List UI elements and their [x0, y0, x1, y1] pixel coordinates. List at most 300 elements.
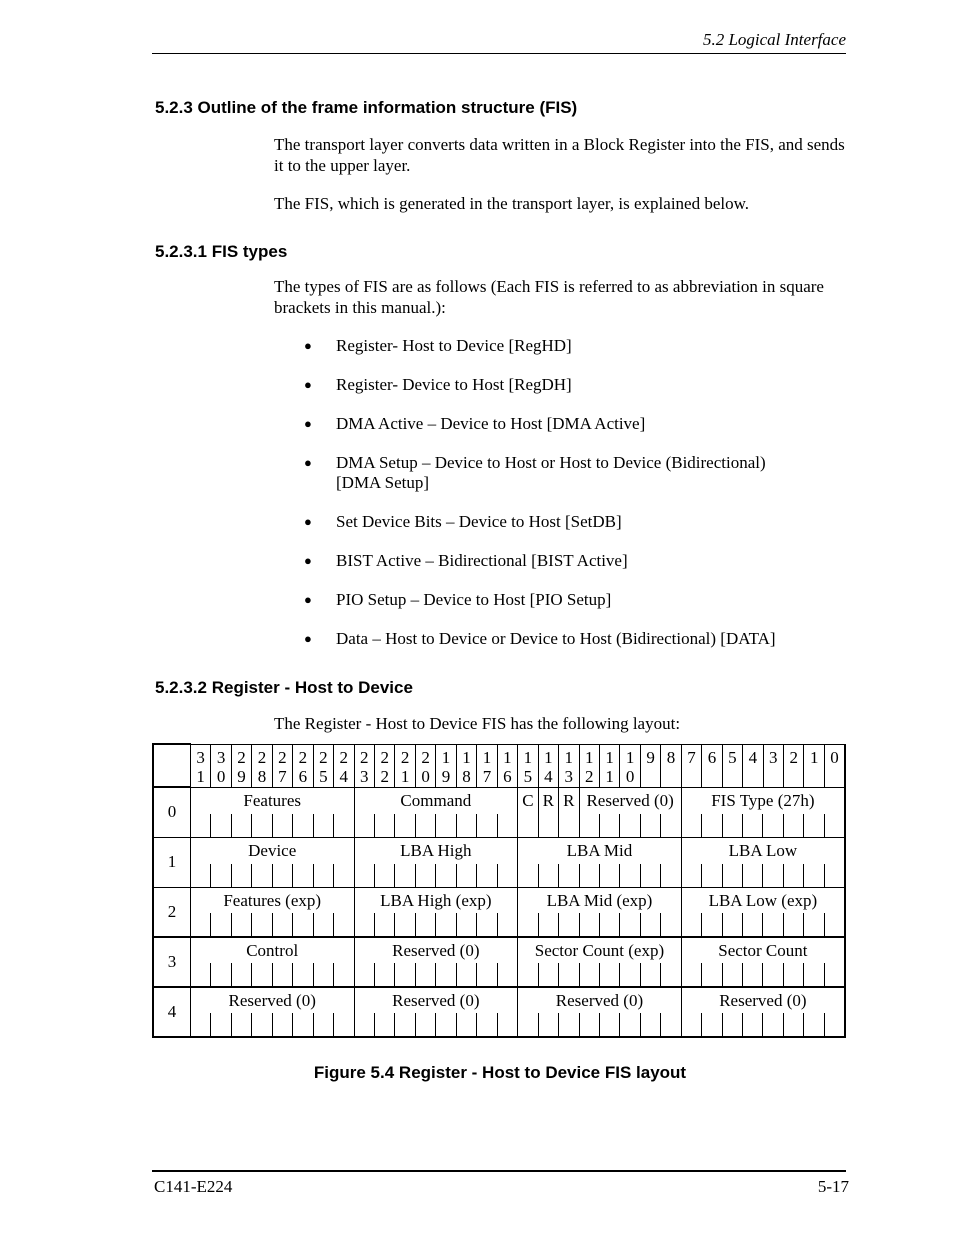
- bit-tick: [640, 913, 660, 936]
- field-cell: [681, 887, 845, 937]
- bit-number-cell: [231, 744, 251, 787]
- bit-number-cell: [293, 744, 313, 787]
- bit-digit: 3: [359, 766, 369, 786]
- bit-tick: [701, 963, 721, 986]
- bit-tick: [210, 814, 230, 837]
- bit-digit: 2: [257, 747, 267, 767]
- bit-digit: 5: [728, 747, 737, 767]
- bit-tick: [538, 1013, 558, 1036]
- bit-tick: [701, 913, 721, 936]
- field-label: LBA High: [400, 840, 472, 860]
- bit-tick: [333, 913, 353, 936]
- list-item: [304, 629, 844, 649]
- bit-digit: 7: [687, 747, 696, 767]
- bit-digit: 7: [278, 766, 287, 786]
- bit-tick: [619, 963, 639, 986]
- bit-number-cell: [334, 744, 354, 787]
- bit-tick: [599, 864, 619, 887]
- bit-tick-marks: [518, 864, 681, 887]
- bit-tick: [660, 814, 680, 837]
- field-label: LBA Mid (exp): [546, 890, 653, 910]
- bit-digit: 3: [216, 747, 226, 767]
- table-corner-cell: [153, 744, 190, 787]
- bit-digit: 9: [237, 766, 246, 786]
- bit-tick: [660, 963, 680, 986]
- bit-tick: [476, 913, 496, 936]
- bit-tick-marks: [682, 913, 844, 936]
- bit-digit: 9: [646, 747, 655, 767]
- bit-tick: [742, 814, 762, 837]
- bit-number-cell: [763, 744, 783, 787]
- section-paragraph-2: The FIS, which is generated in the transport layer, is explained below.: [274, 194, 750, 213]
- bit-tick-marks: [355, 1013, 518, 1036]
- bit-number-cell: [272, 744, 292, 787]
- field-label: Features: [243, 790, 301, 810]
- bit-digit: 0: [421, 766, 430, 786]
- bit-tick: [558, 913, 578, 936]
- field-label: Reserved (0): [392, 991, 480, 1010]
- bit-digit: 2: [584, 766, 594, 786]
- bit-tick: [272, 1013, 292, 1036]
- bit-tick: [538, 963, 558, 986]
- bit-digit: 1: [809, 747, 819, 767]
- bit-digit: 2: [789, 747, 798, 767]
- bit-tick: [682, 1013, 701, 1036]
- field-cell: [518, 887, 682, 937]
- bit-tick: [579, 1013, 599, 1036]
- field-label: Sector Count (exp): [534, 941, 665, 960]
- dword-index-cell: 4: [153, 987, 190, 1037]
- bit-digit: 2: [400, 747, 410, 767]
- bit-tick: [292, 864, 312, 887]
- bit-digit: 1: [503, 747, 512, 767]
- bit-tick: [497, 963, 517, 986]
- bit-tick: [497, 814, 517, 837]
- bit-tick: [456, 1013, 476, 1036]
- bit-tick: [640, 814, 660, 837]
- field-label: Reserved (0): [719, 991, 807, 1010]
- bit-digit: 1: [625, 747, 635, 767]
- bit-tick: [191, 864, 210, 887]
- footer-doc-id: C141-E224: [154, 1177, 233, 1196]
- bit-number-cell: [354, 744, 374, 787]
- list-item: [304, 414, 844, 434]
- dword-index-cell: 1: [153, 837, 190, 887]
- bit-digit: 3: [769, 747, 778, 767]
- bit-tick: [660, 913, 680, 936]
- bit-digit: 2: [278, 747, 287, 767]
- bit-tick: [619, 913, 639, 936]
- bit-tick: [476, 963, 496, 986]
- field-cell: [538, 787, 558, 837]
- bit-number-cell: [824, 744, 845, 787]
- bit-tick: [742, 1013, 762, 1036]
- field-label: LBA Low: [728, 840, 798, 860]
- bit-tick: [210, 913, 230, 936]
- bit-tick: [701, 814, 721, 837]
- bit-tick: [640, 963, 660, 986]
- bit-tick-marks: [355, 963, 518, 986]
- bit-tick: [682, 864, 701, 887]
- bit-tick: [742, 963, 762, 986]
- bit-tick: [435, 913, 455, 936]
- field-cell: [518, 937, 682, 987]
- bit-tick: [580, 814, 599, 837]
- bullet-icon: ●: [304, 338, 312, 353]
- footer-rule: [152, 1170, 846, 1172]
- field-label: FIS Type (27h): [711, 790, 815, 810]
- field-cell: [579, 787, 681, 837]
- field-cell: [190, 787, 354, 837]
- field-label: Reserved (0): [228, 991, 316, 1010]
- bit-tick-marks: [682, 814, 844, 837]
- bit-tick: [374, 1013, 394, 1036]
- bit-tick: [292, 913, 312, 936]
- bit-tick: [682, 814, 701, 837]
- bit-digit: 4: [544, 766, 553, 786]
- bit-tick: [191, 913, 210, 936]
- bit-digit: 1: [441, 747, 451, 767]
- bit-number-cell: [559, 744, 579, 787]
- bit-tick: [251, 864, 271, 887]
- bit-digit: 1: [605, 747, 614, 767]
- field-cell: [190, 837, 354, 887]
- bit-digit: 7: [482, 766, 492, 786]
- list-item: [304, 590, 844, 610]
- bit-digit: 4: [339, 766, 349, 786]
- field-cell: [518, 987, 682, 1037]
- bit-tick: [313, 913, 333, 936]
- bit-digit: 9: [441, 766, 451, 786]
- bit-tick: [210, 963, 230, 986]
- bit-tick: [394, 864, 414, 887]
- bit-digit: 1: [564, 747, 574, 767]
- bit-digit: 6: [707, 747, 717, 767]
- field-label: R: [542, 790, 554, 810]
- bit-tick: [518, 963, 537, 986]
- field-label: LBA High (exp): [380, 890, 492, 910]
- bit-tick-marks: [518, 963, 681, 986]
- bit-tick: [762, 963, 782, 986]
- field-cell: [354, 837, 518, 887]
- bullet-icon: ●: [304, 514, 312, 529]
- bit-tick-marks: [682, 864, 844, 887]
- bit-tick: [435, 1013, 455, 1036]
- list-item: [304, 336, 844, 356]
- bit-tick: [558, 1013, 578, 1036]
- bit-tick: [619, 864, 639, 887]
- bit-tick: [231, 963, 251, 986]
- bit-tick: [476, 864, 496, 887]
- bit-tick: [374, 913, 394, 936]
- bit-tick: [191, 814, 210, 837]
- bit-tick: [762, 814, 782, 837]
- field-cell: [354, 987, 518, 1037]
- field-label: LBA Low (exp): [708, 890, 818, 910]
- bit-tick: [272, 963, 292, 986]
- bit-tick-marks: [191, 963, 354, 986]
- field-cell: [681, 787, 845, 837]
- bit-tick: [497, 913, 517, 936]
- bit-tick: [292, 814, 312, 837]
- field-cell: [354, 937, 518, 987]
- bit-tick-marks: [518, 913, 681, 936]
- bullet-icon: ●: [304, 416, 312, 431]
- bit-tick: [251, 913, 271, 936]
- field-cell: [559, 787, 579, 837]
- bit-tick: [538, 913, 558, 936]
- bit-tick: [803, 1013, 823, 1036]
- bit-tick: [803, 814, 823, 837]
- list-item-text: Set Device Bits – Device to Host [SetDB]: [336, 512, 622, 531]
- bit-digit: 2: [339, 747, 349, 767]
- bit-tick: [599, 963, 619, 986]
- bit-number-cell: [640, 744, 660, 787]
- bit-digit: 5: [319, 766, 328, 786]
- bit-tick: [518, 864, 537, 887]
- list-item: [304, 551, 844, 571]
- field-label: Sector Count: [718, 941, 808, 960]
- bit-tick: [374, 814, 394, 837]
- bit-tick: [497, 1013, 517, 1036]
- fis-layout-table: [152, 743, 846, 1038]
- bit-number-cell: [599, 744, 619, 787]
- bit-number-cell: [661, 744, 681, 787]
- bit-tick-marks: [191, 814, 354, 837]
- bit-tick: [435, 814, 455, 837]
- field-cell: [354, 787, 518, 837]
- bit-tick-marks: [191, 864, 354, 887]
- bit-tick: [394, 814, 414, 837]
- bit-number-cell: [518, 744, 538, 787]
- field-label: Reserved (0): [555, 991, 644, 1010]
- bit-number-cell: [477, 744, 497, 787]
- bit-tick: [518, 913, 537, 936]
- header-rule: [152, 53, 846, 54]
- bit-tick: [783, 963, 803, 986]
- bit-digit: 1: [462, 747, 471, 767]
- bit-tick: [640, 864, 660, 887]
- dword-index-cell: 2: [153, 887, 190, 937]
- list-item-text: PIO Setup – Device to Host [PIO Setup]: [336, 590, 612, 609]
- field-cell: [190, 937, 354, 987]
- bit-tick: [333, 963, 353, 986]
- bit-digit: 8: [462, 766, 471, 786]
- bit-digit: 5: [523, 766, 533, 786]
- bit-tick: [783, 814, 803, 837]
- bit-digit: 8: [666, 747, 676, 767]
- bit-tick: [619, 1013, 639, 1036]
- bit-tick: [355, 963, 374, 986]
- bit-tick-marks: [518, 1013, 681, 1036]
- bit-tick: [558, 963, 578, 986]
- bit-number-cell: [702, 744, 722, 787]
- bit-tick-marks: [355, 913, 518, 936]
- list-item-text: BIST Active – Bidirectional [BIST Active]: [336, 551, 628, 570]
- field-label: Command: [400, 790, 472, 810]
- bit-tick: [558, 864, 578, 887]
- bit-tick: [762, 913, 782, 936]
- bit-tick: [415, 1013, 435, 1036]
- bit-tick: [333, 864, 353, 887]
- bit-tick: [579, 963, 599, 986]
- bit-tick: [682, 913, 701, 936]
- bit-digit: 2: [421, 747, 430, 767]
- bit-tick: [415, 864, 435, 887]
- bit-tick: [824, 864, 844, 887]
- bit-number-cell: [681, 744, 701, 787]
- bit-digit: 1: [196, 766, 205, 786]
- bit-digit: 2: [298, 747, 308, 767]
- bit-tick: [394, 1013, 414, 1036]
- bit-number-cell: [395, 744, 415, 787]
- field-label: C: [522, 790, 534, 810]
- field-cell: [681, 837, 845, 887]
- bit-tick: [292, 1013, 312, 1036]
- bit-digit: 1: [584, 747, 594, 767]
- bit-digit: 3: [564, 766, 574, 786]
- bit-digit: 2: [319, 747, 328, 767]
- field-cell: [681, 987, 845, 1037]
- bit-number-cell: [722, 744, 742, 787]
- bit-tick: [640, 1013, 660, 1036]
- bit-digit: 1: [605, 766, 614, 786]
- bit-digit: 8: [257, 766, 267, 786]
- bit-tick: [701, 864, 721, 887]
- list-item: [304, 512, 844, 532]
- bullet-icon: ●: [304, 592, 312, 607]
- bit-tick-marks: [191, 1013, 354, 1036]
- bit-tick-marks: [191, 913, 354, 936]
- field-cell: [681, 937, 845, 987]
- bit-tick-marks: [682, 1013, 844, 1036]
- bit-tick: [599, 1013, 619, 1036]
- bit-tick: [313, 963, 333, 986]
- running-header: 5.2 Logical Interface: [702, 30, 846, 49]
- bit-tick: [251, 1013, 271, 1036]
- list-item-text: DMA Active – Device to Host [DMA Active]: [336, 414, 646, 433]
- bullet-icon: ●: [304, 631, 312, 646]
- bit-tick-marks: [682, 963, 844, 986]
- bit-tick: [701, 1013, 721, 1036]
- bit-digit: 2: [359, 747, 369, 767]
- dword-index-cell: 3: [153, 937, 190, 987]
- bit-tick: [435, 864, 455, 887]
- bit-number-cell: [620, 744, 640, 787]
- bit-tick: [476, 814, 496, 837]
- bit-digit: 0: [625, 766, 635, 786]
- bit-tick: [231, 864, 251, 887]
- bit-tick: [722, 913, 742, 936]
- bit-tick: [313, 814, 333, 837]
- section-heading: 5.2.3 Outline of the frame information structure (FIS): [155, 98, 578, 117]
- bit-tick: [803, 963, 823, 986]
- bit-tick: [762, 864, 782, 887]
- field-cell: [190, 887, 354, 937]
- bit-tick: [783, 1013, 803, 1036]
- list-item-text: DMA Setup – Device to Host or Host to Device (Bidirectional) [DMA Setup]: [336, 453, 766, 492]
- field-label: Features (exp): [223, 890, 322, 910]
- bullet-icon: ●: [304, 455, 312, 470]
- bit-tick: [538, 864, 558, 887]
- field-cell: [354, 887, 518, 937]
- bit-tick: [456, 814, 476, 837]
- bit-tick: [518, 1013, 537, 1036]
- bit-tick: [660, 1013, 680, 1036]
- bit-tick: [599, 913, 619, 936]
- list-item-text: Data – Host to Device or Device to Host (Bidirectional) [DATA]: [336, 629, 776, 648]
- bit-digit: 1: [482, 747, 492, 767]
- bit-number-cell: [456, 744, 476, 787]
- bit-number-cell: [804, 744, 824, 787]
- bit-tick: [374, 963, 394, 986]
- fis-types-intro: The types of FIS are as follows (Each FIS is referred to as abbreviation in square brackets in this manual.):: [274, 277, 824, 317]
- subsection-heading-register-h2d: 5.2.3.2 Register - Host to Device: [155, 678, 413, 697]
- list-item-text: Register- Device to Host [RegDH]: [336, 375, 572, 394]
- bit-tick: [803, 864, 823, 887]
- bit-digit: 1: [400, 766, 410, 786]
- bit-tick: [355, 1013, 374, 1036]
- bit-tick: [660, 864, 680, 887]
- table-row: [153, 887, 845, 937]
- subsection-heading-fis-types: 5.2.3.1 FIS types: [155, 242, 288, 261]
- field-label: Device: [248, 840, 297, 860]
- bit-tick: [374, 864, 394, 887]
- field-label: R: [563, 790, 575, 810]
- bit-tick: [210, 1013, 230, 1036]
- fis-types-list: [304, 336, 844, 668]
- bit-tick: [824, 814, 844, 837]
- bit-tick: [619, 814, 639, 837]
- section-paragraph-1: The transport layer converts data written in a Block Register into the FIS, and sends it to the upper layer.: [274, 135, 845, 175]
- bit-tick: [313, 1013, 333, 1036]
- list-item: [304, 453, 806, 493]
- bit-tick: [191, 1013, 210, 1036]
- bullet-icon: ●: [304, 553, 312, 568]
- bit-tick: [292, 963, 312, 986]
- bit-tick: [476, 1013, 496, 1036]
- bit-tick: [231, 913, 251, 936]
- bit-tick: [394, 963, 414, 986]
- bit-tick: [824, 963, 844, 986]
- field-label: Reserved (0): [586, 790, 674, 810]
- bit-tick: [313, 864, 333, 887]
- bit-digit: 6: [503, 766, 512, 786]
- bit-tick-marks: [580, 814, 681, 837]
- bit-tick: [251, 814, 271, 837]
- bit-digit: 0: [830, 747, 839, 767]
- bit-tick: [456, 864, 476, 887]
- bit-tick: [762, 1013, 782, 1036]
- bit-number-cell: [497, 744, 517, 787]
- table-row: [153, 787, 845, 837]
- bullet-icon: ●: [304, 377, 312, 392]
- bit-number-cell: [538, 744, 558, 787]
- field-cell: [518, 837, 682, 887]
- bit-tick: [742, 864, 762, 887]
- bit-number-cell: [313, 744, 333, 787]
- bit-digit: 4: [748, 747, 758, 767]
- bit-tick: [355, 814, 374, 837]
- bit-tick: [251, 963, 271, 986]
- bit-tick: [579, 913, 599, 936]
- field-cell: [190, 987, 354, 1037]
- bit-tick: [579, 864, 599, 887]
- bit-tick: [415, 814, 435, 837]
- bit-tick: [722, 864, 742, 887]
- bit-number-cell: [252, 744, 272, 787]
- bit-number-cell: [579, 744, 599, 787]
